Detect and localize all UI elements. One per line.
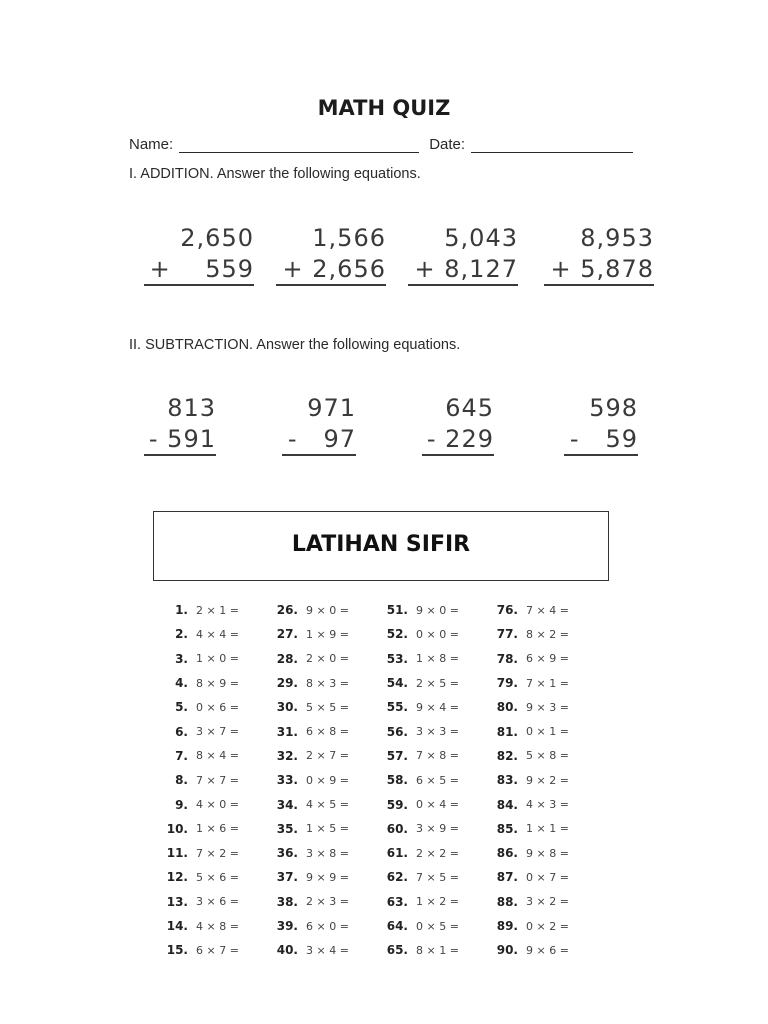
question-number: 32.	[276, 748, 298, 763]
sifir-item	[160, 622, 270, 646]
question-equation: 3 × 6 =	[196, 895, 239, 909]
question-equation: 2 × 2 =	[416, 846, 459, 860]
sifir-item	[160, 841, 270, 865]
sifir-item	[160, 817, 270, 841]
sifir-item	[490, 768, 600, 792]
question-number: 81.	[496, 724, 518, 739]
question-equation: 6 × 7 =	[196, 943, 239, 957]
question-equation: 2 × 0 =	[306, 652, 349, 666]
question-number: 40.	[276, 943, 298, 958]
question-number: 60.	[386, 821, 408, 836]
subtraction-heading: II. SUBTRACTION. Answer the following equations.	[129, 337, 461, 353]
sifir-item	[160, 890, 270, 914]
question-equation: 4 × 5 =	[306, 798, 349, 812]
question-number: 10.	[166, 821, 188, 836]
question-number: 5.	[175, 700, 188, 715]
question-equation: 0 × 7 =	[526, 870, 569, 884]
question-equation: 1 × 5 =	[306, 822, 349, 836]
question-equation: 9 × 9 =	[306, 870, 349, 884]
question-number: 82.	[496, 748, 518, 763]
minuend: 971	[307, 394, 356, 422]
sifir-item	[380, 938, 490, 962]
question-number: 87.	[496, 870, 518, 885]
question-number: 86.	[496, 846, 518, 861]
question-equation: 0 × 4 =	[416, 798, 459, 812]
question-number: 52.	[386, 627, 408, 642]
question-equation: 8 × 3 =	[306, 676, 349, 690]
question-number: 53.	[386, 651, 408, 666]
sifir-column	[270, 598, 380, 962]
question-equation: 5 × 8 =	[526, 749, 569, 763]
question-equation: 6 × 8 =	[306, 725, 349, 739]
sifir-item	[270, 890, 380, 914]
subtraction-problems	[140, 392, 660, 472]
question-equation: 0 × 5 =	[416, 919, 459, 933]
subtraction-problem	[106, 392, 216, 456]
question-equation: 1 × 1 =	[526, 822, 569, 836]
question-number: 63.	[386, 894, 408, 909]
question-number: 55.	[386, 700, 408, 715]
question-number: 84.	[496, 797, 518, 812]
question-number: 11.	[166, 846, 188, 861]
question-equation: 9 × 6 =	[526, 943, 569, 957]
question-number: 56.	[386, 724, 408, 739]
addend-top: 8,953	[580, 224, 654, 252]
addend-bottom: + 8,127	[408, 254, 518, 286]
name-field[interactable]	[179, 138, 419, 153]
question-equation: 3 × 3 =	[416, 725, 459, 739]
question-equation: 1 × 6 =	[196, 822, 239, 836]
addition-problem	[144, 222, 254, 286]
sifir-item	[160, 695, 270, 719]
sifir-item	[490, 841, 600, 865]
question-number: 2.	[175, 627, 188, 642]
subtrahend: - 591	[144, 424, 216, 456]
sifir-item	[380, 841, 490, 865]
sifir-item	[490, 890, 600, 914]
question-equation: 0 × 0 =	[416, 627, 459, 641]
sifir-item	[380, 695, 490, 719]
addend-top: 1,566	[312, 224, 386, 252]
question-equation: 9 × 0 =	[306, 603, 349, 617]
sifir-item	[380, 647, 490, 671]
question-number: 54.	[386, 676, 408, 691]
question-equation: 8 × 1 =	[416, 943, 459, 957]
sifir-item	[160, 598, 270, 622]
question-number: 57.	[386, 748, 408, 763]
question-number: 9.	[175, 797, 188, 812]
question-number: 12.	[166, 870, 188, 885]
minuend: 598	[589, 394, 638, 422]
name-date-line	[129, 136, 633, 153]
addend-bottom: + 5,878	[544, 254, 654, 286]
question-number: 88.	[496, 894, 518, 909]
date-label: Date:	[429, 136, 466, 153]
sifir-column	[380, 598, 490, 962]
question-equation: 3 × 8 =	[306, 846, 349, 860]
sifir-item	[270, 719, 380, 743]
question-number: 33.	[276, 773, 298, 788]
question-equation: 9 × 2 =	[526, 773, 569, 787]
question-number: 6.	[175, 724, 188, 739]
sifir-item	[490, 792, 600, 816]
question-equation: 5 × 6 =	[196, 870, 239, 884]
question-equation: 7 × 4 =	[526, 603, 569, 617]
date-field[interactable]	[471, 138, 633, 153]
question-equation: 4 × 0 =	[196, 798, 239, 812]
sifir-item	[380, 768, 490, 792]
question-number: 36.	[276, 846, 298, 861]
question-equation: 2 × 5 =	[416, 676, 459, 690]
question-number: 26.	[276, 603, 298, 618]
sifir-item	[270, 695, 380, 719]
question-number: 30.	[276, 700, 298, 715]
question-equation: 5 × 5 =	[306, 700, 349, 714]
subtrahend: - 97	[282, 424, 356, 456]
subtrahend: - 59	[564, 424, 638, 456]
subtraction-problem	[528, 392, 638, 456]
question-number: 62.	[386, 870, 408, 885]
question-equation: 3 × 2 =	[526, 895, 569, 909]
question-number: 76.	[496, 603, 518, 618]
question-number: 4.	[175, 676, 188, 691]
sifir-item	[270, 817, 380, 841]
sifir-item	[380, 744, 490, 768]
question-number: 39.	[276, 919, 298, 933]
question-number: 27.	[276, 627, 298, 642]
sifir-item	[380, 671, 490, 695]
subtrahend: - 229	[422, 424, 494, 456]
question-equation: 9 × 8 =	[526, 846, 569, 860]
question-number: 38.	[276, 894, 298, 909]
sifir-item	[160, 914, 270, 938]
question-equation: 3 × 7 =	[196, 725, 239, 739]
name-label: Name:	[129, 136, 174, 153]
addend-top: 2,650	[180, 224, 254, 252]
quiz-title: MATH QUIZ	[317, 96, 451, 120]
sifir-item	[490, 671, 600, 695]
question-equation: 9 × 0 =	[416, 603, 459, 617]
addend-top: 5,043	[444, 224, 518, 252]
question-equation: 0 × 6 =	[196, 700, 239, 714]
sifir-item	[380, 914, 490, 938]
question-number: 79.	[496, 676, 518, 691]
sifir-item	[270, 647, 380, 671]
question-equation: 8 × 4 =	[196, 749, 239, 763]
question-equation: 6 × 0 =	[306, 919, 349, 933]
question-number: 14.	[166, 919, 188, 933]
addition-problem	[544, 222, 654, 286]
sifir-item	[380, 598, 490, 622]
sifir-item	[490, 938, 600, 962]
question-number: 7.	[175, 748, 188, 763]
addend-bottom: + 2,656	[276, 254, 386, 286]
addition-heading: I. ADDITION. Answer the following equations.	[129, 166, 421, 182]
sifir-item	[490, 647, 600, 671]
question-equation: 3 × 9 =	[416, 822, 459, 836]
question-number: 34.	[276, 797, 298, 812]
sifir-item	[380, 890, 490, 914]
question-equation: 4 × 8 =	[196, 919, 239, 933]
sifir-item	[270, 792, 380, 816]
sifir-item	[160, 671, 270, 695]
question-equation: 9 × 3 =	[526, 700, 569, 714]
addend-bottom: + 559	[144, 254, 254, 286]
question-equation: 7 × 1 =	[526, 676, 569, 690]
sifir-item	[490, 719, 600, 743]
sifir-item	[270, 744, 380, 768]
sifir-item	[160, 938, 270, 962]
sifir-item	[160, 865, 270, 889]
sifir-item	[490, 695, 600, 719]
question-equation: 1 × 9 =	[306, 627, 349, 641]
sifir-item	[380, 817, 490, 841]
sifir-item	[490, 865, 600, 889]
question-number: 31.	[276, 724, 298, 739]
question-equation: 9 × 4 =	[416, 700, 459, 714]
question-number: 64.	[386, 919, 408, 933]
sifir-item	[160, 792, 270, 816]
sifir-item	[270, 938, 380, 962]
sifir-item	[270, 622, 380, 646]
sifir-item	[380, 719, 490, 743]
question-equation: 6 × 9 =	[526, 652, 569, 666]
question-equation: 8 × 2 =	[526, 627, 569, 641]
question-equation: 2 × 7 =	[306, 749, 349, 763]
question-number: 90.	[496, 943, 518, 958]
sifir-column	[490, 598, 600, 962]
question-equation: 7 × 7 =	[196, 773, 239, 787]
question-number: 78.	[496, 651, 518, 666]
question-number: 80.	[496, 700, 518, 715]
sifir-item	[380, 792, 490, 816]
sifir-column	[160, 598, 270, 962]
question-number: 58.	[386, 773, 408, 788]
question-equation: 4 × 3 =	[526, 798, 569, 812]
question-number: 3.	[175, 651, 188, 666]
question-equation: 1 × 2 =	[416, 895, 459, 909]
sifir-title-box	[153, 511, 609, 581]
sifir-item	[270, 598, 380, 622]
sifir-item	[270, 671, 380, 695]
question-number: 15.	[166, 943, 188, 958]
question-number: 29.	[276, 676, 298, 691]
question-equation: 0 × 2 =	[526, 919, 569, 933]
question-number: 28.	[276, 651, 298, 666]
question-equation: 1 × 0 =	[196, 652, 239, 666]
question-number: 51.	[386, 603, 408, 618]
sifir-item	[270, 914, 380, 938]
question-number: 89.	[496, 919, 518, 933]
question-equation: 7 × 2 =	[196, 846, 239, 860]
question-number: 83.	[496, 773, 518, 788]
sifir-item	[160, 744, 270, 768]
question-number: 65.	[386, 943, 408, 958]
question-equation: 7 × 8 =	[416, 749, 459, 763]
question-equation: 2 × 3 =	[306, 895, 349, 909]
question-number: 13.	[166, 894, 188, 909]
question-number: 37.	[276, 870, 298, 885]
sifir-item	[490, 622, 600, 646]
sifir-item	[270, 841, 380, 865]
question-number: 1.	[175, 603, 188, 618]
subtraction-problem	[384, 392, 494, 456]
sifir-item	[490, 598, 600, 622]
question-equation: 0 × 9 =	[306, 773, 349, 787]
sifir-item	[270, 768, 380, 792]
question-number: 77.	[496, 627, 518, 642]
sifir-item	[490, 914, 600, 938]
addition-problem	[408, 222, 518, 286]
sifir-item	[160, 647, 270, 671]
subtraction-problem	[246, 392, 356, 456]
sifir-item	[380, 865, 490, 889]
sifir-item	[160, 719, 270, 743]
addition-problems	[140, 222, 660, 302]
question-equation: 3 × 4 =	[306, 943, 349, 957]
question-equation: 4 × 4 =	[196, 627, 239, 641]
minuend: 645	[445, 394, 494, 422]
sifir-item	[490, 817, 600, 841]
addition-problem	[276, 222, 386, 286]
question-equation: 8 × 9 =	[196, 676, 239, 690]
minuend: 813	[167, 394, 216, 422]
question-number: 35.	[276, 821, 298, 836]
question-equation: 7 × 5 =	[416, 870, 459, 884]
question-number: 8.	[175, 773, 188, 788]
sifir-item	[270, 865, 380, 889]
sifir-item	[160, 768, 270, 792]
question-number: 85.	[496, 821, 518, 836]
question-equation: 0 × 1 =	[526, 725, 569, 739]
question-equation: 2 × 1 =	[196, 603, 239, 617]
question-number: 59.	[386, 797, 408, 812]
question-equation: 1 × 8 =	[416, 652, 459, 666]
question-number: 61.	[386, 846, 408, 861]
sifir-item	[380, 622, 490, 646]
sifir-title: LATIHAN SIFIR	[291, 532, 471, 557]
question-equation: 6 × 5 =	[416, 773, 459, 787]
sifir-item	[490, 744, 600, 768]
